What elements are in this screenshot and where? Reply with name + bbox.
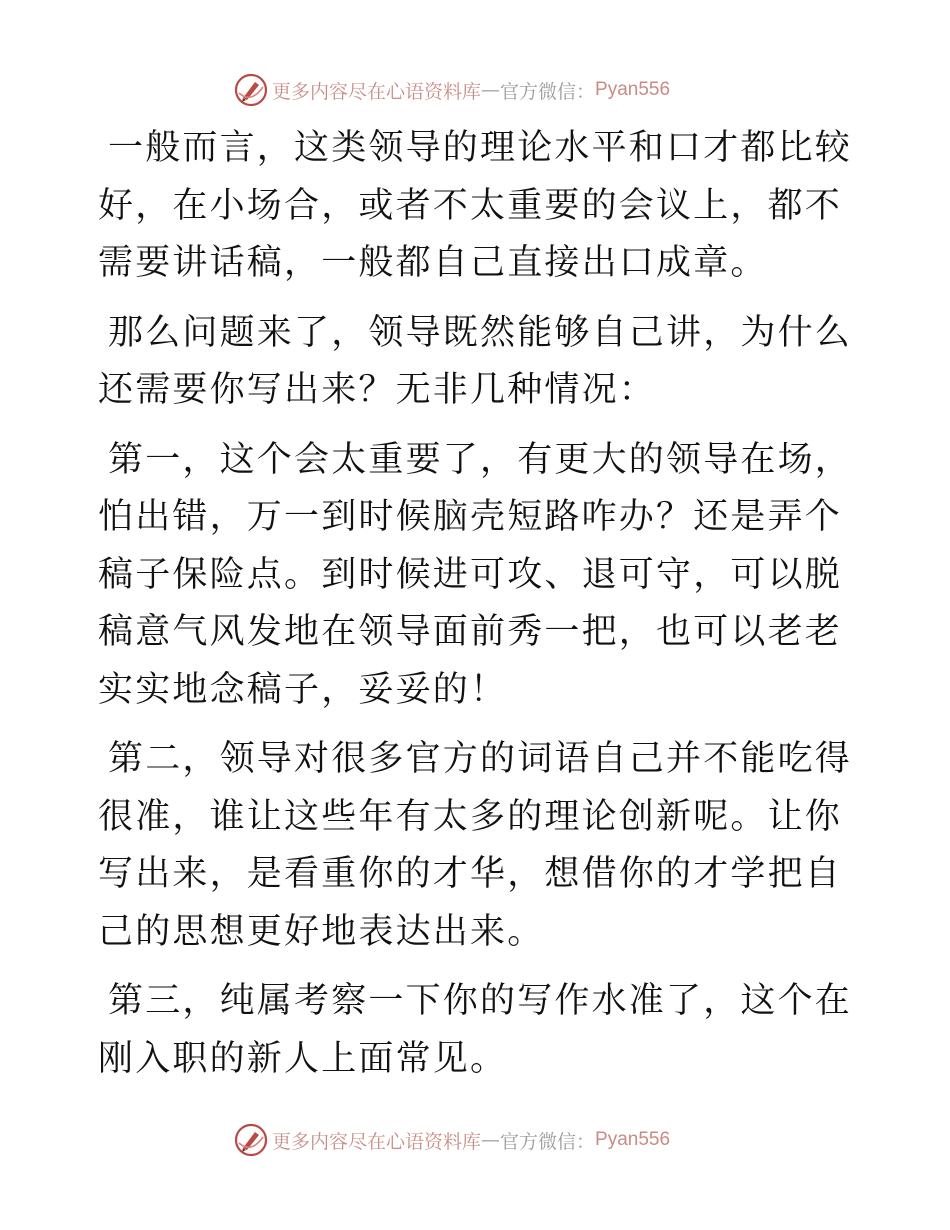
header-watermark-banner bbox=[234, 72, 670, 108]
banner-separator: — bbox=[481, 1129, 501, 1151]
paragraph: 第二，领导对很多官方的词语自己并不能吃得很准，谁让这些年有太多的理论创新呢。让你写出来，是看重你的才华，想借你的才学把自己的思想更好地表达出来。 bbox=[98, 739, 853, 952]
wechat-label: 官方微信： bbox=[500, 1130, 596, 1153]
footer-watermark-banner bbox=[234, 1122, 670, 1158]
paragraph: 第三，纯属考察一下你的写作水准了，这个在刚入职的新人上面常见。 bbox=[98, 981, 853, 1079]
banner-separator: — bbox=[481, 79, 501, 101]
banner-text: 更多内容尽在心语资料库 bbox=[272, 1130, 482, 1153]
wechat-id: Pyan556 bbox=[595, 79, 671, 100]
wechat-id: Pyan556 bbox=[595, 1129, 671, 1150]
document-body bbox=[98, 120, 858, 1088]
paragraph: 第一，这个会太重要了，有更大的领导在场，怕出错，万一到时候脑壳短路咋办？还是弄个稿子保险点。到时候进可攻、退可守，可以脱稿意气风发地在领导面前秀一把，也可以老老实实地念稿子，妥妥的！ bbox=[98, 439, 853, 710]
wechat-label: 官方微信： bbox=[500, 80, 596, 103]
pen-logo-icon bbox=[234, 1123, 268, 1157]
pen-logo-icon bbox=[234, 73, 268, 107]
paragraph: 一般而言，这类领导的理论水平和口才都比较好，在小场合，或者不太重要的会议上，都不需要讲话稿，一般都自己直接出口成章。 bbox=[98, 128, 853, 283]
banner-text: 更多内容尽在心语资料库 bbox=[272, 80, 482, 103]
paragraph: 那么问题来了，领导既然能够自己讲，为什么还需要你写出来？无非几种情况： bbox=[98, 312, 853, 410]
